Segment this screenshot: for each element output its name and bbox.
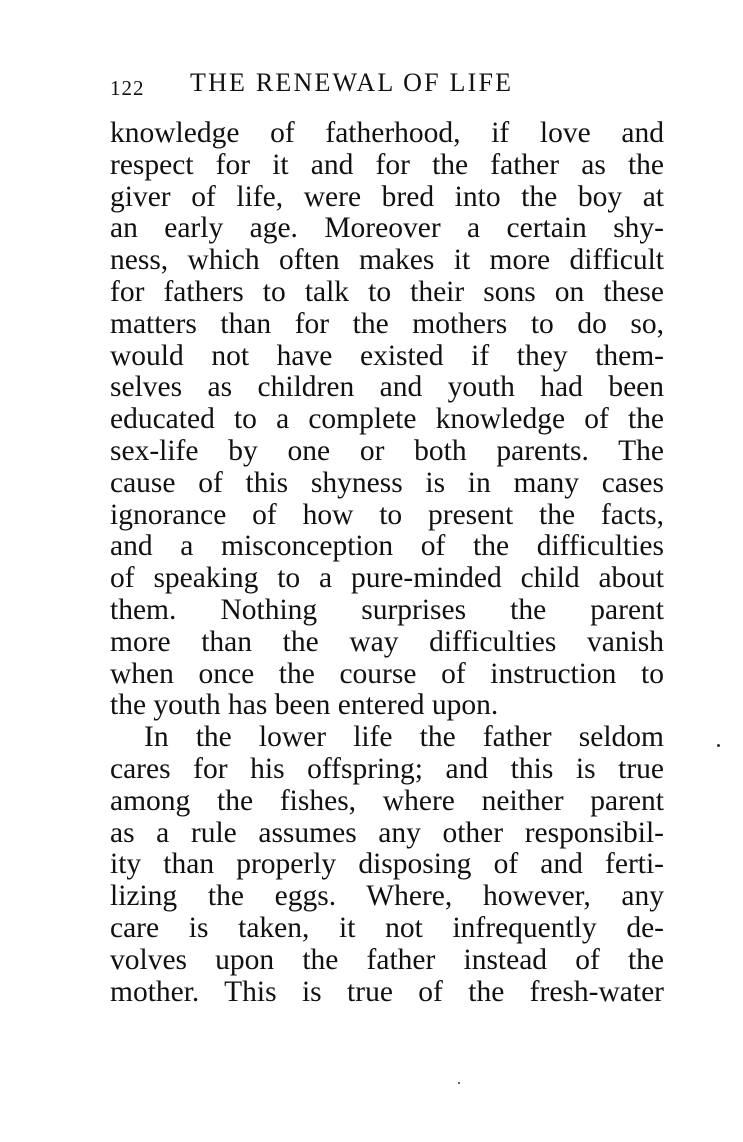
text-line: an early age. Moreover a certain shy-: [110, 212, 664, 245]
text-line: more than the way difficulties vanish: [110, 625, 664, 658]
text-line: mother. This is true of the fresh-water: [110, 975, 664, 1008]
text-line: among the fishes, where neither parent: [110, 784, 664, 817]
running-title: THE RENEWAL OF LIFE: [190, 68, 514, 97]
text-line: them. Nothing surprises the parent: [110, 593, 664, 626]
text-line: educated to a complete knowledge of the: [110, 403, 664, 436]
text-line: cares for his offspring; and this is true: [110, 752, 664, 785]
text-line: lizing the eggs. Where, however, any: [110, 880, 664, 913]
text-line: cause of this shyness is in many cases: [110, 466, 664, 499]
text-line: respect for it and for the father as the: [110, 148, 664, 181]
page-number: 122: [110, 76, 145, 100]
text-line: and a misconception of the difficulties: [110, 530, 664, 563]
paragraph: [110, 118, 664, 722]
text-line: giver of life, were bred into the boy at: [110, 180, 664, 213]
text-line: ness, which often makes it more difficult: [110, 244, 664, 277]
running-header: [110, 68, 670, 102]
text-line: In the lower life the father seldom: [144, 721, 664, 754]
text-line: volves upon the father instead of the: [110, 943, 664, 976]
text-line: matters than for the mothers to do so,: [110, 307, 664, 340]
text-line: selves as children and youth had been: [110, 371, 664, 404]
text-line: the youth has been entered upon.: [110, 689, 499, 722]
text-line: would not have existed if they them-: [110, 339, 664, 372]
text-line: of speaking to a pure-minded child about: [110, 562, 664, 595]
text-line: ity than properly disposing of and ferti-: [110, 848, 664, 881]
text-line: knowledge of fatherhood, if love and: [110, 117, 664, 149]
text-line: for fathers to talk to their sons on these: [110, 275, 664, 308]
text-line: ignorance of how to present the facts,: [110, 498, 664, 531]
text-line: when once the course of instruction to: [110, 657, 664, 690]
text-line: care is taken, it not infrequently de-: [110, 911, 664, 944]
text-line: sex-life by one or both parents. The: [110, 434, 664, 467]
scan-speck: [717, 744, 720, 747]
body-text: [110, 118, 664, 1008]
text-line: as a rule assumes any other responsibil-: [110, 816, 664, 849]
scan-speck: [458, 1082, 460, 1084]
paragraph: [110, 722, 664, 1008]
